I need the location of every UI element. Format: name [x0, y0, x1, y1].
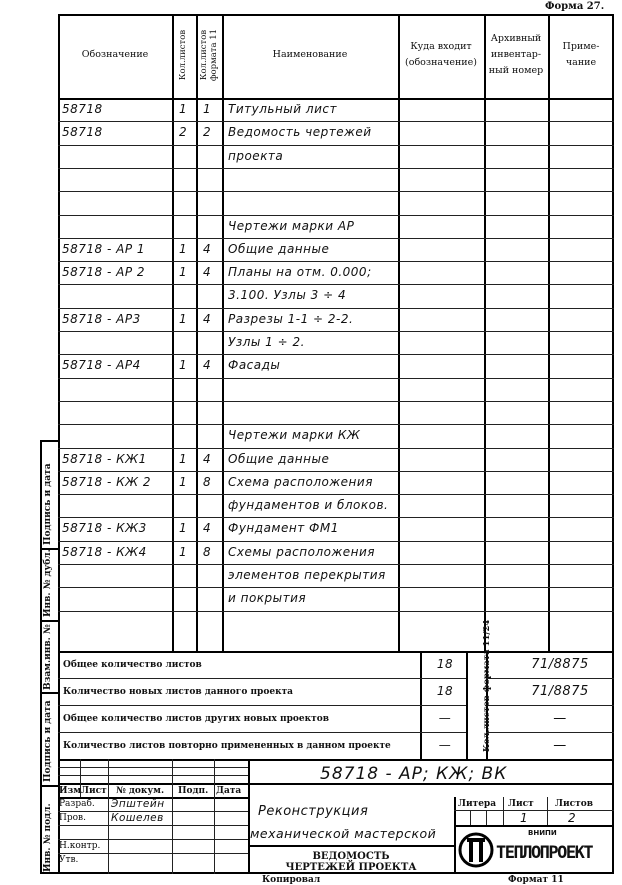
summary-divider [486, 705, 614, 706]
signature-role: Утв. [59, 855, 79, 865]
side-inv-dup: Инв. № дубл. [43, 549, 53, 617]
row-divider [58, 448, 614, 449]
header-note-2: чание [565, 57, 597, 68]
org-name: ТЕПЛОПРОЕКТ [496, 843, 593, 863]
row-name: 3.100. Узлы 3 ÷ 4 [228, 288, 347, 302]
summary-divider [58, 705, 420, 706]
side-sign-date-2: Подпись и дата [43, 700, 53, 782]
row-format-sheets: 4 [203, 312, 212, 326]
row-divider [58, 191, 614, 192]
header-format-count-2: формата 11 [209, 28, 219, 82]
signature-name: Эпштейн [111, 798, 165, 810]
col-date: Дата [216, 786, 242, 796]
row-sheets: 1 [179, 521, 188, 535]
form-label: Форма 27. [545, 1, 605, 12]
header-where-2: (обозначение) [405, 57, 477, 68]
row-name: Ведомость чертежей [228, 125, 372, 139]
row-name: Узлы 1 ÷ 2. [228, 335, 305, 349]
summary-sheets: — [438, 738, 452, 752]
signature-name: Кошелев [111, 812, 164, 824]
row-divider [58, 587, 614, 588]
row-divider [58, 354, 614, 355]
summary-divider [58, 732, 420, 733]
header-archive-2: инвентар- [490, 49, 542, 60]
header-archive-3: ный номер [488, 65, 544, 76]
row-divider [58, 424, 614, 425]
summary-format-sheets: 71/8875 [531, 657, 589, 672]
sheet-value: 1 [520, 811, 529, 825]
row-name: проекта [228, 149, 284, 163]
row-format-sheets: 4 [203, 265, 212, 279]
row-divider [58, 471, 614, 472]
row-name: Фасады [228, 358, 281, 372]
row-sheets: 1 [179, 452, 188, 466]
col-izm: Изм [59, 786, 82, 796]
row-divider [58, 401, 614, 402]
row-sheets: 1 [179, 102, 188, 116]
side-vzam: Взам.инв. № [43, 624, 53, 690]
col-list: Лист [81, 786, 107, 796]
summary-sheets: — [438, 711, 452, 725]
row-sheets: 2 [179, 125, 188, 139]
row-name: Чертежи марки КЖ [228, 428, 361, 442]
project-title-2: механической мастерской [250, 826, 437, 841]
summary-divider [486, 678, 614, 679]
row-designation: 58718 [62, 125, 103, 139]
row-divider [58, 541, 614, 542]
summary-divider [420, 705, 466, 706]
row-name: элементов перекрытия [228, 568, 386, 582]
row-divider [58, 168, 614, 169]
row-sheets: 1 [179, 545, 188, 559]
row-divider [58, 284, 614, 285]
row-name: Общие данные [228, 452, 330, 466]
row-divider [58, 261, 614, 262]
org-small: ВНИПИ [528, 829, 557, 837]
row-divider [58, 494, 614, 495]
summary-divider [420, 678, 466, 679]
summary-format-sheets: 71/8875 [531, 684, 589, 699]
row-name: Разрезы 1-1 ÷ 2-2. [228, 312, 354, 326]
row-divider [58, 517, 614, 518]
header-note-1: Приме- [562, 41, 600, 52]
summary-label: Количество новых листов данного проекта [63, 687, 293, 697]
row-divider [58, 145, 614, 146]
row-sheets: 1 [179, 358, 188, 372]
header-archive-1: Архивный [490, 33, 542, 44]
footer-format: Формат 11 [508, 875, 564, 885]
row-name: Фундамент ФМ1 [228, 521, 339, 535]
row-designation: 58718 - АР 2 [62, 265, 146, 279]
header-name: Наименование [272, 49, 348, 60]
summary-divider [420, 732, 466, 733]
signature-role: Пров. [59, 813, 86, 823]
summary-label: Общее количество листов [63, 660, 202, 670]
footer-copied: Копировал [262, 875, 321, 885]
signature-role: Разраб. [59, 799, 95, 809]
row-sheets: 1 [179, 242, 188, 256]
row-divider [58, 611, 614, 612]
row-name: Планы на отм. 0.000; [228, 265, 372, 279]
summary-format-sheets: — [553, 711, 567, 726]
side-sign-date-1: Подпись и дата [43, 463, 53, 545]
row-divider [58, 121, 614, 122]
row-format-sheets: 4 [203, 521, 212, 535]
row-name: Чертежи марки АР [228, 219, 355, 233]
row-divider [58, 331, 614, 332]
row-format-sheets: 4 [203, 242, 212, 256]
row-designation: 58718 - АР 1 [62, 242, 146, 256]
sheet-label: Лист [508, 799, 534, 809]
project-code: 58718 - АР; КЖ; ВК [320, 764, 508, 784]
signature-role: Н.контр. [59, 841, 101, 851]
header-sheets-count: Кол.листов [178, 29, 188, 81]
row-designation: 58718 - АР4 [62, 358, 141, 372]
row-divider [58, 564, 614, 565]
row-format-sheets: 4 [203, 452, 212, 466]
row-designation: 58718 - КЖ1 [62, 452, 147, 466]
doc-title-1: ВЕДОМОСТЬ [312, 851, 390, 862]
row-designation: 58718 - АР3 [62, 312, 141, 326]
row-name: Титульный лист [228, 102, 337, 116]
row-divider [58, 308, 614, 309]
header-format-count-1: Кол.листов [199, 29, 209, 81]
project-title-1: Реконструкция [258, 804, 369, 819]
doc-title-2: ЧЕРТЕЖЕЙ ПРОЕКТА [285, 862, 417, 873]
summary-divider [58, 678, 420, 679]
row-name: и покрытия [228, 591, 307, 605]
row-designation: 58718 - КЖ4 [62, 545, 147, 559]
summary-sheets: 18 [436, 684, 454, 698]
row-sheets: 1 [179, 475, 188, 489]
row-name: Схемы расположения [228, 545, 376, 559]
row-designation: 58718 - КЖ 2 [62, 475, 152, 489]
row-divider [58, 238, 614, 239]
row-format-sheets: 8 [203, 545, 212, 559]
row-divider [58, 215, 614, 216]
row-name: Общие данные [228, 242, 330, 256]
summary-label: Количество листов повторно примененных в данном проекте [63, 741, 391, 751]
row-format-sheets: 1 [203, 102, 212, 116]
row-format-sheets: 2 [203, 125, 212, 139]
header-where-1: Куда входит [410, 41, 472, 52]
row-designation: 58718 - КЖ3 [62, 521, 147, 535]
teploproekt-logo-icon [458, 828, 494, 872]
sheets-label: Листов [555, 799, 593, 809]
row-format-sheets: 8 [203, 475, 212, 489]
sheets-value: 2 [568, 811, 577, 825]
summary-label: Общее количество листов других новых проектов [63, 714, 329, 724]
row-designation: 58718 [62, 102, 103, 116]
row-name: Схема расположения [228, 475, 373, 489]
litera-label: Литера [458, 799, 497, 809]
row-format-sheets: 4 [203, 358, 212, 372]
row-name: фундаментов и блоков. [228, 498, 389, 512]
side-inv-orig: Инв. № подл. [43, 803, 53, 872]
row-divider [58, 378, 614, 379]
row-sheets: 1 [179, 265, 188, 279]
summary-divider [486, 732, 614, 733]
row-sheets: 1 [179, 312, 188, 326]
col-sign: Подп. [178, 786, 209, 796]
col-doc: № докум. [116, 786, 165, 796]
summary-sheets: 18 [436, 657, 454, 671]
summary-vertical-label: Кол.листов формата 11/24 [482, 619, 492, 752]
header-designation: Обозначение [81, 49, 149, 60]
summary-format-sheets: — [553, 738, 567, 753]
